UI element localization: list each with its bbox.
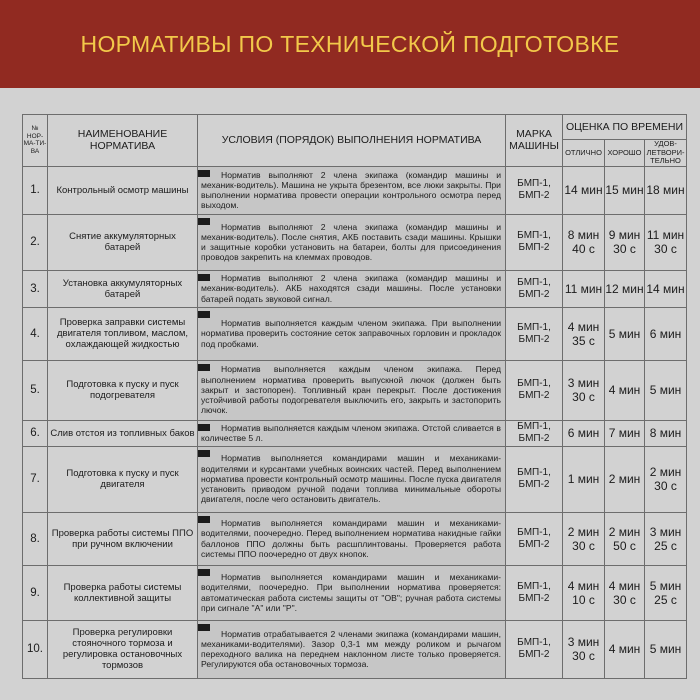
standard-name: Установка аккумуляторных батарей (48, 270, 198, 307)
conditions-text: Норматив выполняется командирами машин и механиками-водителями, поочередно. Перед выполнением норматива накидные гайки баллонов ППО должны быть расшплинтованы. Проверяется работа системы ППО поочередно от двух кнопок. (201, 518, 501, 559)
time-good: 12 мин (605, 270, 645, 307)
row-marker-bar (198, 274, 210, 281)
standard-name: Проверка регулировки стояночного тормоза и регулировка остановочных тормозов (48, 620, 198, 678)
standard-name: Слив отстоя из топливных баков (48, 420, 198, 446)
time-good: 9 мин 30 с (605, 214, 645, 270)
table-row (23, 360, 687, 420)
time-satisfactory: 6 мин (645, 307, 687, 360)
vehicle-model: БМП-1, БМП-2 (506, 270, 563, 307)
time-good: 7 мин (605, 420, 645, 446)
standard-name: Проверка работы системы коллективной защиты (48, 565, 198, 620)
conditions-text: Норматив выполняется каждым членом экипажа. Перед выполнением норматива проверить выпускной лючок (должен быть закрыт и застопорен). Топливный кран перекрыт. После достижения устойчивой работы подогревателя выключить его, закрыть и застопорить лючок. (201, 364, 501, 416)
vehicle-model: БМП-1, БМП-2 (506, 214, 563, 270)
table-row (23, 307, 687, 360)
page-title: НОРМАТИВЫ ПО ТЕХНИЧЕСКОЙ ПОДГОТОВКЕ (80, 30, 620, 57)
row-marker-bar (198, 364, 210, 371)
conditions-text: Норматив выполняют 2 члена экипажа (командир машины и механик-водитель). После снятия, АКБ поставить сзади машины. Крышки и защитные коробки установить на батареи, болты для присоединения проводов закрепить на клеммах проводов. (201, 221, 501, 263)
time-satisfactory: 11 мин 30 с (645, 214, 687, 270)
row-number: 8. (23, 512, 48, 565)
time-good: 15 мин (605, 166, 645, 214)
time-excellent: 3 мин 30 с (563, 620, 605, 678)
row-marker-bar (198, 311, 210, 318)
conditions-text: Норматив выполняют 2 члена экипажа (командир машины и механик-водитель). АКБ находятся сзади машины. После установки батарей подать звуковой сигнал. (201, 273, 501, 304)
standard-conditions (198, 166, 506, 214)
row-marker-bar (198, 424, 210, 431)
title-banner (0, 0, 700, 88)
table-row (23, 270, 687, 307)
row-number: 1. (23, 166, 48, 214)
vehicle-model: БМП-1, БМП-2 (506, 620, 563, 678)
standard-conditions (198, 214, 506, 270)
row-marker-bar (198, 569, 210, 576)
row-marker-bar (198, 516, 210, 523)
time-satisfactory: 14 мин (645, 270, 687, 307)
time-excellent: 11 мин (563, 270, 605, 307)
header-name: НАИМЕНОВАНИЕ НОРМАТИВА (48, 115, 198, 167)
time-good: 4 мин (605, 360, 645, 420)
standard-name: Контрольный осмотр машины (48, 166, 198, 214)
standard-conditions (198, 446, 506, 512)
conditions-text: Норматив выполняется каждым членом экипажа. При выполнении норматива проверить состояние сеток заправочных горловин и прокладок под пробками. (201, 318, 501, 349)
table-row (23, 214, 687, 270)
standard-conditions (198, 512, 506, 565)
row-number: 5. (23, 360, 48, 420)
standard-conditions (198, 565, 506, 620)
standard-conditions (198, 620, 506, 678)
conditions-text: Норматив выполняется командирами машин и механиками-водителями, поочередно. При выполнении норматива проверяется: автоматическая работа системы защиты от "ОВ"; ручная работа системы при сигнале "А" или "Р". (201, 572, 501, 613)
header-excellent: ОТЛИЧНО (563, 140, 605, 167)
time-satisfactory: 18 мин (645, 166, 687, 214)
time-satisfactory: 8 мин (645, 420, 687, 446)
standard-name: Снятие аккумуляторных батарей (48, 214, 198, 270)
conditions-text: Норматив выполняется командирами машин и механиками-водителями и курсантами учебных воинских частей. Перед выполнением норматива провести контрольный осмотр машины. После пуска двигателя установить приводом ручной подачи топлива минимальные обороты двигателя, после чего остановить двигатель. (201, 453, 501, 505)
header-num: № НОР-МА-ТИ-ВА (23, 115, 48, 167)
row-marker-bar (198, 170, 210, 177)
table-row (23, 166, 687, 214)
time-excellent: 6 мин (563, 420, 605, 446)
time-excellent: 14 мин (563, 166, 605, 214)
standard-conditions (198, 270, 506, 307)
table-row (23, 446, 687, 512)
vehicle-model: БМП-1, БМП-2 (506, 166, 563, 214)
time-good: 5 мин (605, 307, 645, 360)
table-row (23, 620, 687, 678)
time-satisfactory: 5 мин (645, 360, 687, 420)
conditions-text: Норматив выполняют 2 члена экипажа (командир машины и механик-водитель). Машина не укрыта брезентом, все люки закрыты. При выполнении норматива провести операции контрольного осмотра перед выходом. (201, 169, 501, 211)
vehicle-model: БМП-1, БМП-2 (506, 360, 563, 420)
header-good: ХОРОШО (605, 140, 645, 167)
standards-table (22, 114, 687, 679)
time-excellent: 4 мин 35 с (563, 307, 605, 360)
conditions-text: Норматив отрабатывается 2 членами экипажа (командирами машин, механиками-водителями). Зазор 0,3-1 мм между роликом и рычагом переходного валика на переднем наклонном листе только проверяется. Регулируются оба остановочных тормоза. (201, 628, 501, 670)
time-satisfactory: 5 мин (645, 620, 687, 678)
row-number: 3. (23, 270, 48, 307)
header-model: МАРКА МАШИНЫ (506, 115, 563, 167)
row-number: 7. (23, 446, 48, 512)
standard-conditions (198, 360, 506, 420)
time-good: 2 мин (605, 446, 645, 512)
time-satisfactory: 5 мин 25 с (645, 565, 687, 620)
header-row (23, 115, 687, 140)
standard-name: Подготовка к пуску и пуск подогревателя (48, 360, 198, 420)
table-row (23, 420, 687, 446)
standards-sheet (0, 88, 700, 700)
time-excellent: 3 мин 30 с (563, 360, 605, 420)
vehicle-model: БМП-1, БМП-2 (506, 420, 563, 446)
time-excellent: 2 мин 30 с (563, 512, 605, 565)
row-marker-bar (198, 450, 210, 457)
row-marker-bar (198, 624, 210, 631)
header-grading: ОЦЕНКА ПО ВРЕМЕНИ (563, 115, 687, 140)
conditions-text: Норматив выполняется каждым членом экипажа. Отстой сливается в количестве 5 л. (201, 422, 501, 443)
standard-name: Подготовка к пуску и пуск двигателя (48, 446, 198, 512)
standard-name: Проверка работы системы ППО при ручном включении (48, 512, 198, 565)
row-number: 9. (23, 565, 48, 620)
table-row (23, 512, 687, 565)
row-number: 10. (23, 620, 48, 678)
vehicle-model: БМП-1, БМП-2 (506, 565, 563, 620)
time-excellent: 8 мин 40 с (563, 214, 605, 270)
header-conditions: УСЛОВИЯ (ПОРЯДОК) ВЫПОЛНЕНИЯ НОРМАТИВА (198, 115, 506, 167)
row-number: 6. (23, 420, 48, 446)
table-row (23, 565, 687, 620)
standard-conditions (198, 307, 506, 360)
time-excellent: 4 мин 10 с (563, 565, 605, 620)
standard-name: Проверка заправки системы двигателя топливом, маслом, охлаждающей жидкостью (48, 307, 198, 360)
time-excellent: 1 мин (563, 446, 605, 512)
time-satisfactory: 2 мин 30 с (645, 446, 687, 512)
time-satisfactory: 3 мин 25 с (645, 512, 687, 565)
vehicle-model: БМП-1, БМП-2 (506, 307, 563, 360)
time-good: 2 мин 50 с (605, 512, 645, 565)
row-marker-bar (198, 218, 210, 225)
row-number: 4. (23, 307, 48, 360)
standard-conditions (198, 420, 506, 446)
row-number: 2. (23, 214, 48, 270)
vehicle-model: БМП-1, БМП-2 (506, 512, 563, 565)
vehicle-model: БМП-1, БМП-2 (506, 446, 563, 512)
time-good: 4 мин 30 с (605, 565, 645, 620)
header-satisfactory: УДОВ-ЛЕТВОРИ-ТЕЛЬНО (645, 140, 687, 167)
time-good: 4 мин (605, 620, 645, 678)
